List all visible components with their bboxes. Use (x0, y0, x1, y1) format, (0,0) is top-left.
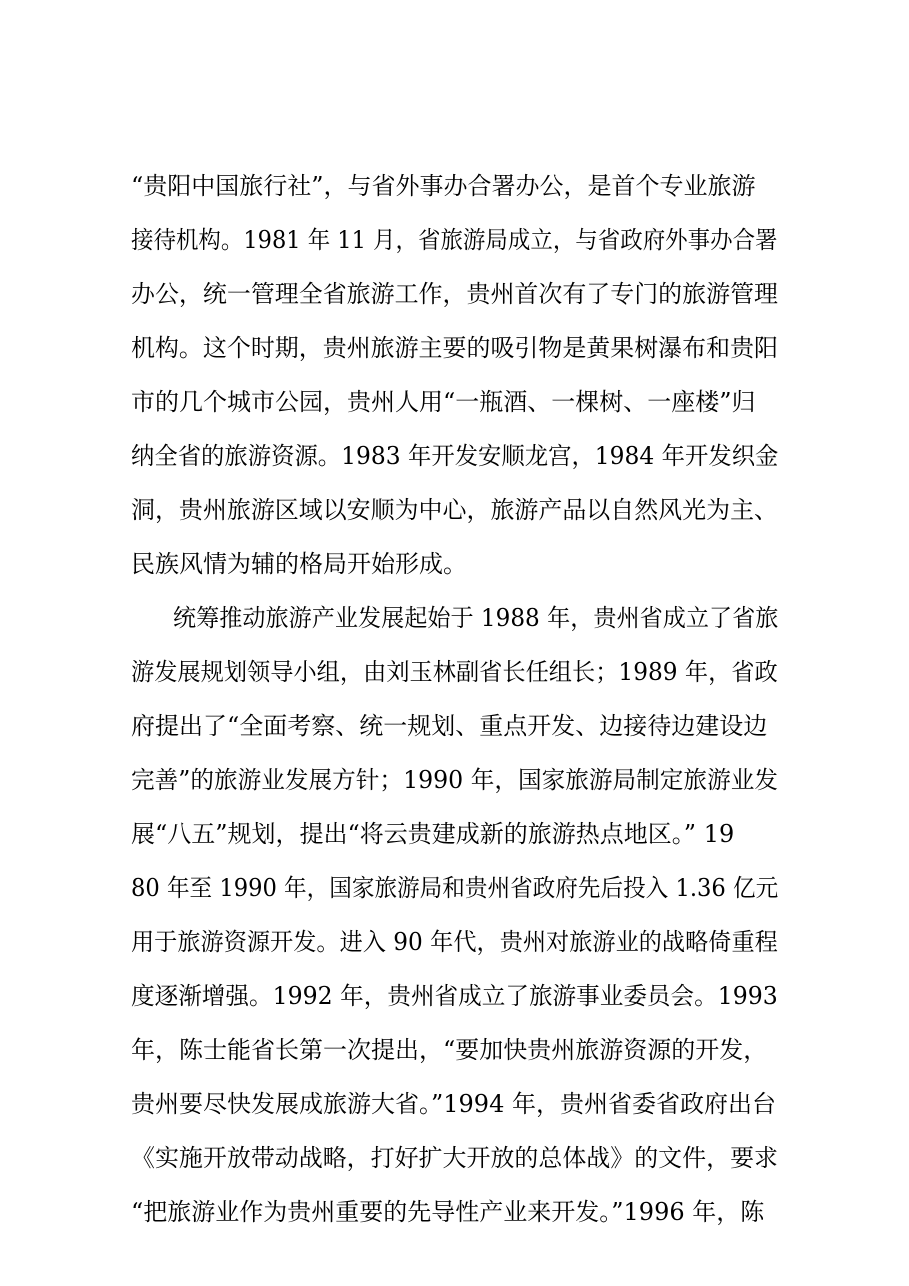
text-line-content: 80 年至 1990 年，国家旅游局和贵州省政府先后投入 1.36 亿元 (131, 874, 779, 902)
text-line-content: 用于旅游资源开发。进入 90 年代，贵州对旅游业的战略倚重程 (131, 928, 778, 956)
text-line-content: 接待机构。1981 年 11 月，省旅游局成立，与省政府外事办合署 (131, 226, 778, 254)
text-line-content: 机构。这个时期，贵州旅游主要的吸引物是黄果树瀑布和贵阳 (131, 334, 778, 362)
text-line-content: 年，陈士能省长第一次提出，“要加快贵州旅游资源的开发， (131, 1036, 768, 1064)
text-line (0, 758, 909, 802)
text-line (0, 434, 909, 478)
text-line-content: 府提出了“全面考察、统一规划、重点开发、边接待边建设边 (131, 712, 768, 740)
text-line-content: “把旅游业作为贵州重要的先导性产业来开发。”1996 年，陈 (131, 1198, 765, 1226)
text-line (0, 488, 909, 532)
text-line-content: “贵阳中国旅行社”，与省外事办合署办公，是首个专业旅游 (131, 172, 756, 200)
text-line-content: 游发展规划领导小组，由刘玉林副省长任组长；1989 年，省政 (131, 658, 778, 686)
text-line (0, 542, 909, 586)
text-line (0, 1028, 909, 1072)
text-line (0, 650, 909, 694)
text-line-content: 办公，统一管理全省旅游工作，贵州首次有了专门的旅游管理 (131, 280, 778, 308)
text-line (0, 1136, 909, 1180)
text-line (0, 1082, 909, 1126)
text-line-content: 民族风情为辅的格局开始形成。 (131, 550, 467, 578)
text-line-content: 贵州要尽快发展成旅游大省。”1994 年，贵州省委省政府出台 (131, 1090, 776, 1118)
text-line-content: 纳全省的旅游资源。1983 年开发安顺龙宫，1984 年开发织金 (131, 442, 779, 470)
text-line (0, 920, 909, 964)
text-line (0, 812, 909, 856)
text-line (0, 272, 909, 316)
text-line-content: 《实施开放带动战略，打好扩大开放的总体战》的文件，要求 (131, 1144, 778, 1172)
text-line (0, 326, 909, 370)
text-line (0, 1190, 909, 1234)
text-line-content: 统筹推动旅游产业发展起始于 1988 年，贵州省成立了省旅 (173, 604, 779, 632)
text-line (0, 380, 909, 424)
text-line (0, 218, 909, 262)
text-line-content: 完善”的旅游业发展方针；1990 年，国家旅游局制定旅游业发 (131, 766, 778, 794)
text-line (0, 596, 909, 640)
text-line (0, 164, 909, 208)
text-line-content: 洞，贵州旅游区域以安顺为中心，旅游产品以自然风光为主、 (131, 496, 778, 524)
text-line (0, 974, 909, 1018)
text-line (0, 866, 909, 910)
text-line-content: 度逐渐增强。1992 年，贵州省成立了旅游事业委员会。1993 (131, 982, 778, 1010)
text-line-content: 展“八五”规划，提出“将云贵建成新的旅游热点地区。” 19 (131, 820, 735, 848)
text-line-content: 市的几个城市公园，贵州人用“一瓶酒、一棵树、一座楼”归 (131, 388, 756, 416)
text-line (0, 704, 909, 748)
